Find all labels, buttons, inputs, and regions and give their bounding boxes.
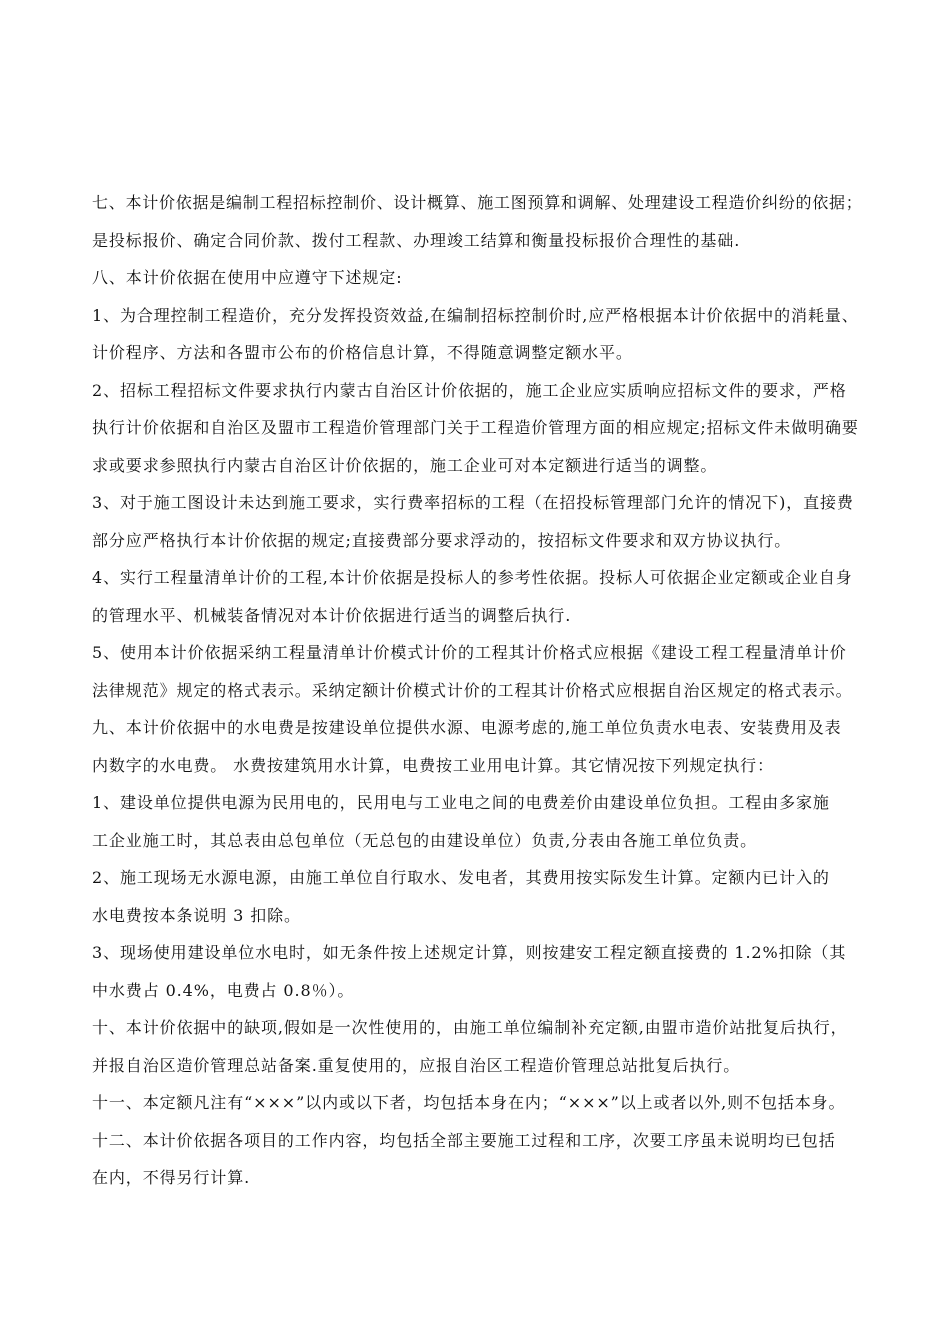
text-line: 5、使用本计价依据采纳工程量清单计价模式计价的工程其计价格式应根据《建设工程工程量清单计价 [92, 643, 847, 662]
text-line: 4、实行工程量清单计价的工程,本计价依据是投标人的参考性依据。投标人可依据企业定额或企业自身 [92, 568, 853, 587]
text-line: 并报自治区造价管理总站备案.重复使用的，应报自治区工程造价管理总站批复后执行。 [92, 1056, 741, 1075]
text-line: 九、本计价依据中的水电费是按建设单位提供水源、电源考虑的,施工单位负责水电表、安装费用及表 [92, 718, 842, 737]
text-line: 1、建设单位提供电源为民用电的，民用电与工业电之间的电费差价由建设单位负担。工程由多家施 [92, 793, 830, 812]
text-line: 七、本计价依据是编制工程招标控制价、设计概算、施工图预算和调解、处理建设工程造价纠纷的依据； [92, 193, 863, 212]
text-line: 3、现场使用建设单位水电时，如无条件按上述规定计算，则按建安工程定额直接费的 1.2%扣除（其 [92, 943, 847, 962]
text-line: 3、对于施工图设计未达到施工要求，实行费率招标的工程（在招投标管理部门允许的情况下)，直接费 [92, 493, 854, 512]
text-line: 执行计价依据和自治区及盟市工程造价管理部门关于工程造价管理方面的相应规定;招标文件未做明确要 [92, 418, 859, 437]
text-line: 求或要求参照执行内蒙古自治区计价依据的，施工企业可对本定额进行适当的调整。 [92, 456, 718, 475]
text-line: 水电费按本条说明 3 扣除。 [92, 906, 301, 925]
text-line: 是投标报价、确定合同价款、拨付工程款、办理竣工结算和衡量投标报价合理性的基础. [92, 231, 741, 250]
text-line: 八、本计价依据在使用中应遵守下述规定: [92, 268, 403, 287]
text-line: 法律规范》规定的格式表示。采纳定额计价模式计价的工程其计价格式应根据自治区规定的格式表示。 [92, 681, 853, 700]
text-line: 2、施工现场无水源电源，由施工单位自行取水、发电者，其费用按实际发生计算。定额内已计入的 [92, 868, 830, 887]
text-line: 十、本计价依据中的缺项,假如是一次性使用的，由施工单位编制补充定额,由盟市造价站批复后执行， [92, 1018, 848, 1037]
text-line: 十一、本定额凡注有“×××”以内或以下者，均包括本身在内；“×××”以上或者以外,则不包括本身。 [92, 1093, 846, 1112]
text-line: 工企业施工时，其总表由总包单位（无总包的由建设单位）负责,分表由各施工单位负责。 [92, 831, 758, 850]
text-line: 1、为合理控制工程造价，充分发挥投资效益,在编制招标控制价时,应严格根据本计价依据中的消耗量、 [92, 306, 859, 325]
text-line: 十二、本计价依据各项目的工作内容，均包括全部主要施工过程和工序，次要工序虽未说明均已包括 [92, 1131, 836, 1150]
text-line: 内数字的水电费。 水费按建筑用水计算，电费按工业用电计算。其它情况按下列规定执行： [92, 756, 774, 775]
text-line: 2、招标工程招标文件要求执行内蒙古自治区计价依据的，施工企业应实质响应招标文件的要求，严格 [92, 381, 847, 400]
text-line: 的管理水平、机械装备情况对本计价依据进行适当的调整后执行. [92, 606, 572, 625]
text-line: 在内，不得另行计算. [92, 1168, 251, 1187]
text-line: 中水费占 0.4%，电费占 0.8％）。 [92, 981, 355, 1000]
text-line: 部分应严格执行本计价依据的规定;直接费部分要求浮动的，按招标文件要求和双方协议执行。 [92, 531, 792, 550]
text-line: 计价程序、方法和各盟市公布的价格信息计算，不得随意调整定额水平。 [92, 343, 633, 362]
